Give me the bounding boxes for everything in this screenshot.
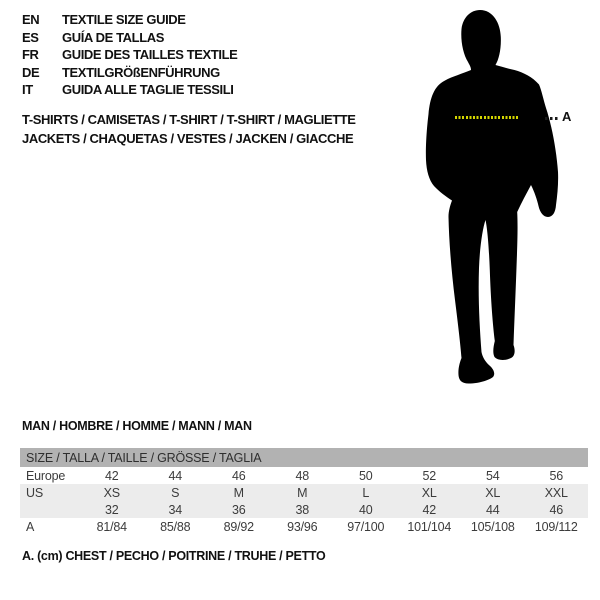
language-code: ES: [22, 29, 39, 45]
table-cell: 52: [422, 468, 436, 483]
size-table: [20, 448, 588, 535]
table-cell: 32: [104, 502, 119, 517]
table-cell: XL: [421, 485, 437, 500]
table-cell: 93/96: [287, 519, 318, 534]
language-code: EN: [22, 12, 40, 27]
table-cell: 101/104: [407, 519, 452, 534]
list-item: [22, 46, 237, 64]
table-cell: 50: [358, 468, 373, 483]
product-line-jackets: JACKETS / CHAQUETAS / VESTES / JACKEN / GIACCHE: [22, 130, 354, 146]
list-item: [22, 11, 237, 29]
list-item: [22, 81, 237, 99]
row-label: A: [26, 519, 35, 534]
measurement-footnote: A. (cm) CHEST / PECHO / POITRINE / TRUHE / PETTO: [22, 549, 326, 563]
table-cell: 42: [104, 468, 119, 483]
table-cell: M: [233, 485, 244, 500]
table-cell: L: [362, 485, 370, 500]
table-cell: 81/84: [96, 519, 127, 534]
language-list: [22, 11, 237, 99]
row-label: US: [26, 485, 43, 500]
table-cell: 46: [549, 502, 563, 517]
language-code: IT: [22, 82, 33, 98]
table-cell: 40: [358, 502, 373, 517]
section-heading: MAN / HOMBRE / HOMME / MANN / MAN: [22, 419, 252, 433]
chest-measure-dashes: [455, 116, 518, 119]
table-row-chest-cm: [20, 518, 588, 535]
row-label: Europe: [26, 468, 66, 483]
table-cell: 44: [485, 502, 500, 517]
size-table-header-label: SIZE / TALLA / TAILLE / GRÖSSE / TAGLIA: [26, 450, 262, 465]
table-cell: XL: [485, 485, 501, 500]
list-item: [22, 29, 237, 47]
list-item: [22, 64, 237, 82]
table-cell: 109/112: [534, 519, 578, 534]
table-cell: XS: [103, 485, 120, 500]
man-silhouette: [425, 8, 565, 393]
size-table-header: [20, 448, 588, 467]
language-title: GUIDE DES TAILLES TEXTILE: [62, 47, 238, 63]
language-title: GUÍA DE TALLAS: [62, 29, 165, 45]
language-code: DE: [22, 64, 40, 80]
table-cell: 34: [168, 502, 182, 517]
table-cell: XXL: [544, 485, 568, 500]
table-cell: 85/88: [160, 519, 191, 534]
table-cell: 48: [295, 468, 309, 483]
man-silhouette-figure: [425, 8, 595, 393]
table-cell: 54: [485, 468, 500, 483]
table-cell: 38: [295, 502, 309, 517]
table-cell: 46: [231, 468, 246, 483]
language-title: TEXTILE SIZE GUIDE: [62, 12, 186, 27]
table-cell: 97/100: [347, 519, 385, 534]
table-cell: 44: [168, 468, 182, 483]
table-cell: 105/108: [470, 519, 515, 534]
product-line-tshirts: T-SHIRTS / CAMISETAS / T-SHIRT / T-SHIRT / MAGLIETTE: [22, 112, 356, 127]
language-title: GUIDA ALLE TAGLIE TESSILI: [62, 82, 234, 98]
measure-label-a: A: [562, 109, 572, 124]
table-cell: M: [297, 485, 308, 500]
table-cell: 56: [549, 468, 563, 483]
table-row-europe: [20, 467, 588, 484]
table-cell: 36: [231, 502, 246, 517]
language-title: TEXTILGRÖßENFÜHRUNG: [62, 64, 220, 80]
language-code: FR: [22, 47, 39, 63]
product-types: [22, 111, 356, 148]
table-cell: S: [171, 485, 180, 500]
table-row-us-numeric: [20, 501, 588, 518]
table-cell: 42: [422, 502, 436, 517]
callout-dashes: [545, 117, 559, 120]
table-row-us-letter: [20, 484, 588, 501]
table-cell: 89/92: [223, 519, 254, 534]
